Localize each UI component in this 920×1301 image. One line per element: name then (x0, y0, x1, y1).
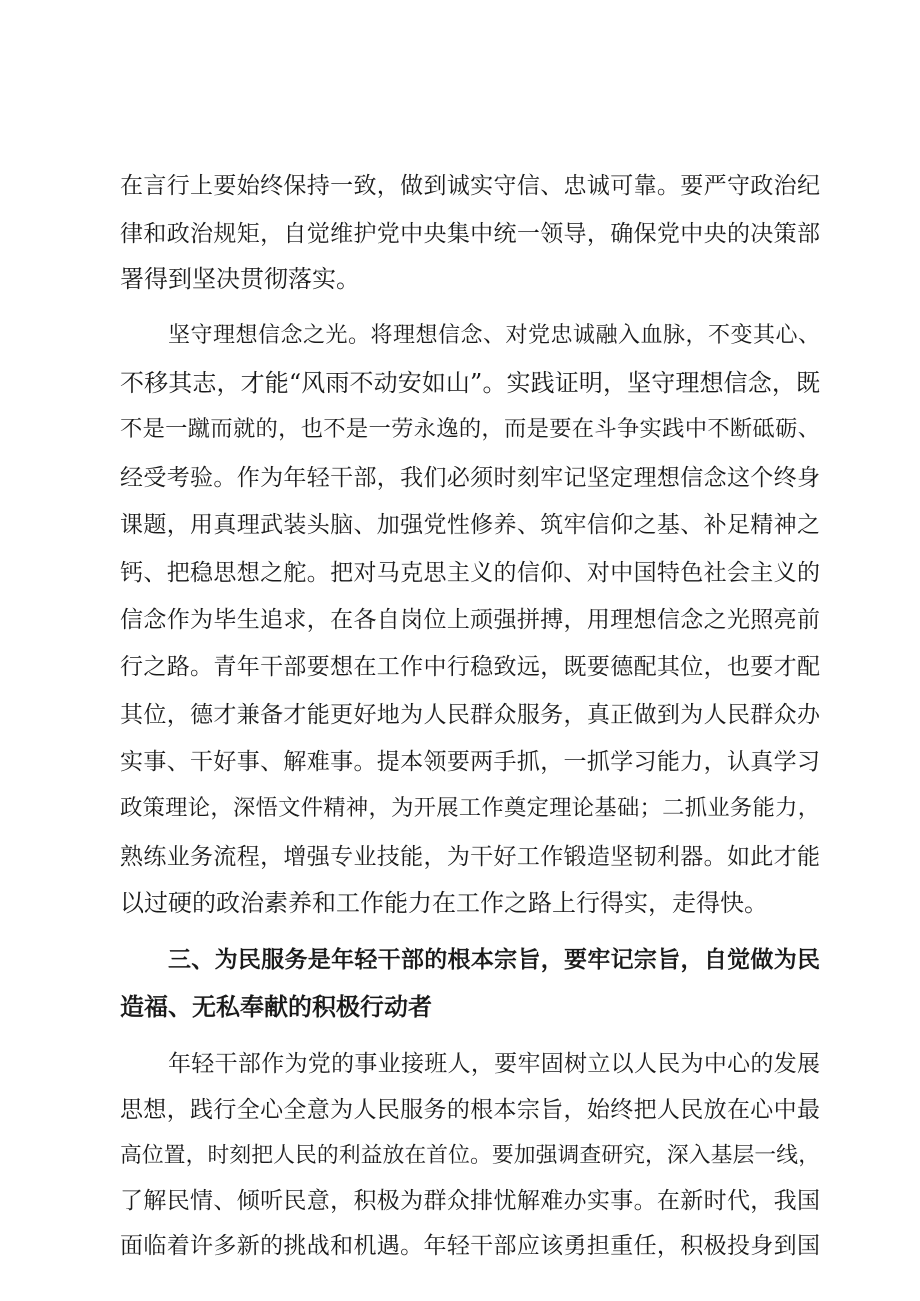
line-text: 其位，德才兼备才能更好地为人民群众服务，真正做到为人民群众办 (120, 701, 820, 728)
paragraph-line (120, 550, 820, 590)
paragraph-line (120, 597, 820, 637)
line-text: 实事、干好事、解难事。提本领要两手抓，一抓学习能力，认真学习 (120, 748, 820, 775)
line-text: 不移其志，才能“风雨不动安如山”。实践证明，坚守理想信念，既 (120, 368, 820, 397)
paragraph-line (120, 834, 820, 874)
line-text: 政策理论，深悟文件精神，为开展工作奠定理论基础；二抓业务能力， (120, 795, 820, 821)
paragraph-line (120, 1133, 820, 1173)
line-text: 在言行上要始终保持一致，做到诚实守信、忠诚可靠。要严守政治纪 (120, 172, 820, 199)
paragraph-line (120, 692, 820, 732)
paragraph-line (120, 502, 820, 542)
line-text: 年轻干部作为党的事业接班人，要牢固树立以人民为中心的发展 (168, 1050, 820, 1077)
heading-text: 造福、无私奉献的积极行动者 (120, 992, 432, 1021)
paragraph-line (120, 163, 820, 203)
section-heading (168, 937, 820, 977)
line-text: 思想，践行全心全意为人民服务的根本宗旨，始终把人民放在心中最 (120, 1096, 820, 1123)
paragraph-line (120, 739, 820, 779)
line-text: 以过硬的政治素养和工作能力在工作之路上行得实，走得快。 (120, 888, 768, 917)
line-text: 坚守理想信念之光。将理想信念、对党忠诚融入血脉，不变其心、 (168, 322, 820, 348)
paragraph-line (120, 1178, 820, 1218)
heading-text: 三、为民服务是年轻干部的根本宗旨，要牢记宗旨，自觉做为民 (168, 946, 820, 973)
line-text: 面临着许多新的挑战和机遇。年轻干部应该勇担重任，积极投身到国 (120, 1232, 820, 1259)
paragraph-line (120, 644, 820, 684)
paragraph-line (120, 256, 820, 296)
paragraph-line (120, 1087, 820, 1127)
paragraph-line (120, 211, 820, 251)
paragraph-line (120, 1223, 820, 1263)
line-text: 律和政治规矩，自觉维护党中央集中统一领导，确保党中央的决策部 (120, 220, 820, 247)
line-text: 不是一蹴而就的，也不是一劳永逸的，而是要在斗争实践中不断砥砺、 (120, 416, 820, 442)
paragraph-line (168, 313, 820, 353)
paragraph-line (120, 360, 820, 400)
line-text: 钙、把稳思想之舵。把对马克思主义的信仰、对中国特色社会主义的 (120, 559, 820, 586)
paragraph-line (120, 880, 820, 920)
line-text: 了解民情、倾听民意，积极为群众排忧解难办实事。在新时代，我国 (120, 1187, 820, 1214)
line-text: 署得到坚决贯彻落实。 (120, 264, 360, 293)
line-text: 课题，用真理武装头脑、加强党性修养、筑牢信仰之基、补足精神之 (120, 511, 820, 538)
line-text: 行之路。青年干部要想在工作中行稳致远，既要德配其位，也要才配 (120, 653, 820, 680)
paragraph-line (168, 1041, 820, 1081)
section-heading (120, 984, 820, 1024)
paragraph-line (120, 407, 820, 447)
paragraph-line (120, 455, 820, 495)
line-text: 经受考验。作为年轻干部，我们必须时刻牢记坚定理想信念这个终身 (120, 464, 820, 491)
line-text: 熟练业务流程，增强专业技能，为干好工作锻造坚韧利器。如此才能 (120, 843, 820, 870)
line-text: 高位置，时刻把人民的利益放在首位。要加强调查研究，深入基层一线， (120, 1142, 820, 1168)
paragraph-line (120, 786, 820, 826)
line-text: 信念作为毕生追求，在各自岗位上顽强拼搏，用理想信念之光照亮前 (120, 606, 820, 633)
